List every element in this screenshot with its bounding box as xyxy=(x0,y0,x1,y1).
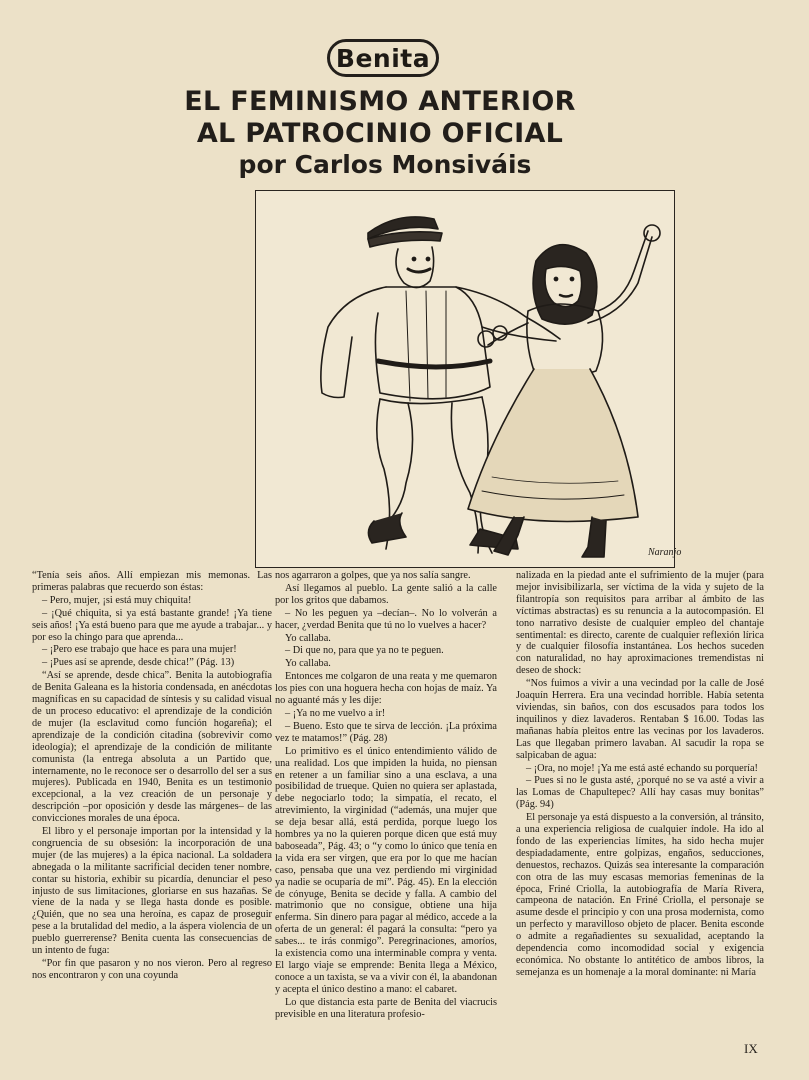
paragraph: – ¡Ora, no moje! ¡Ya me está asté echando su porquería! xyxy=(526,762,758,774)
page-number: IX xyxy=(744,1041,758,1056)
paragraph: – Pues si no le gusta asté, ¿porqué no se va asté a vivir a las Lomas de Chapultepec? Allí hay casas muy bonitas” (Pág. 94) xyxy=(516,775,764,811)
paragraph: – ¡Pero ese trabajo que hace es para una mujer! xyxy=(42,644,237,656)
paragraph: “Por fin que pasaron y no nos vieron. Pero al regreso nos encontraron y con una coyunda xyxy=(32,958,272,981)
paragraph: “Tenía seis años. Allí empiezan mis memonas. Las primeras palabras que recuerdo son éstas: xyxy=(32,570,272,593)
paragraph: Entonces me colgaron de una reata y me quemaron los pies con una hoguera hecha con hojas de maíz. Ya no aguanté más y les dije: xyxy=(275,671,497,707)
paragraph: El libro y el personaje importan por la intensidad y la congruencia de su obsesión: la incorporación de una mujer (de las mujeres) a la épica nacional. La soldadera abnegada o la militante sacrificial deciden tener nombre, contar su historia, exhibir su picardía, denunciar el peso injusto de sus limitaciones, gloriarse en sus hazañas. Se viene de la nada y se llega hasta donde es posible. ¿Quién, que no sea una heroína, es capaz de proseguir pese a la brutalidad del medio, a la áspera violencia de un pueblo guerrerense? Benita cuenta las consecuencias de un intento de fuga: xyxy=(32,826,272,957)
paragraph: “Así se aprende, desde chica”. Benita la autobiografía de Benita Galeana es la historia condensada, en anécdotas magníficas en su capacidad de síntesis y su calidad visual de un proceso educativo: el aprendizaje de la condición de mujer (la esclavitud como función hogareña); el aprendizaje de la condición citadina (sobrevivir como ideología); el aprendizaje de la condición de militante comunista (la entrega absoluta a un Partido que, internamente, no le reconoce ser o desarrollo del ser a sus mujeres). Publicada en 1940, Benita es un testimonio excepcional, a la vez creación de un personaje y descripción –por oposición y desde las márgenes– de las convicciones morales de una época. xyxy=(32,670,272,825)
paragraph: Yo callaba. xyxy=(285,658,331,670)
paragraph: nos agarraron a golpes, que ya nos salía sangre. xyxy=(275,570,471,581)
paragraph: – Pero, mujer, ¡si está muy chiquita! xyxy=(42,594,192,606)
headline-line-2: AL PATROCINIO OFICIAL xyxy=(196,118,564,149)
paragraph: – ¡Pues así se aprende, desde chica!” (Pág. 13) xyxy=(42,657,235,669)
paragraph: Así llegamos al pueblo. La gente salió a la calle por los gritos que dabamos. xyxy=(275,582,497,606)
text-column-1 xyxy=(32,570,272,983)
paragraph: “Nos fuimos a vivir a una vecindad por la calle de José Joaquín Herrera. Era una vecindad horrible. Había setenta viviendas, sin baños, con dos escusados para todos los inquilinos y diez lavaderos. Rentaban $ 16.00. Todas las mañanas había pleitos entre las vecinas por los lavaderos. Las que llegaban primero lavaban. Al sacudir la ropa se salpicaban de agua: xyxy=(516,678,764,761)
text-column-3 xyxy=(516,570,764,980)
paragraph: – Bueno. Esto que te sirva de lección. ¡La próxima vez te matamos!” (Pág. 28) xyxy=(275,720,497,744)
paragraph: – ¡Ya no me vuelvo a ir! xyxy=(285,707,386,719)
text-column-2 xyxy=(275,570,497,1022)
paragraph: – Di que no, para que ya no te peguen. xyxy=(285,645,444,657)
paragraph: nalizada en la piedad ante el sufrimiento de la mujer (para mejor invisibilizarla, ser víctima de la vida y sujeto de la filantropía son requisitos para arribar al ámbito de las víctimas abstractas) es su renuncia a la autocompasión. El tono narrativo desiste de cualquier empleo del chantaje sentimental: es directo, carente de cualquier reflexión lírica y de cualquier filosofía instantánea. Los hechos suceden con naturalidad, no hay aproximaciones tremendistas ni deseo de shock: xyxy=(516,570,764,677)
headline-line-1: EL FEMINISMO ANTERIOR xyxy=(184,86,576,117)
illustrator-signature: Naranjo xyxy=(648,547,682,558)
paragraph: El personaje ya está dispuesto a la conversión, al tránsito, a una experiencia religiosa de cualquier índole. Ha ido al fondo de las experiencias límites, ha sido hecha mujer despiadadamente, entre golpizas, engaños, seducciones, denuestos, rechazos. Quizás sea interesante la comparación con otra de las muy escasas memorias femeninas de la época, Friné Criolla, la autobiografía de María Rivera, campeona de natación. En Friné Criolla, el personaje se asume desde el principio y con una prosa modernista, como un perfecto y maravilloso objeto de placer. Benita esconde o admite a regañadientes su sexualidad, aceptando la dependencia como incomodidad social y exigencia económica. No obstante lo antitético de ambos libros, la semejanza es un homenaje a la moral dominante: ni María xyxy=(516,812,764,978)
illustration-couple xyxy=(255,190,682,568)
section-badge: Benita xyxy=(327,39,439,77)
paragraph: – No les peguen ya –decían–. No lo volverán a hacer, ¿verdad Benita que tú no lo vuelves a hacer? xyxy=(275,607,497,631)
illustration-drawing xyxy=(256,191,682,569)
paragraph: – ¡Qué chiquita, si ya está bastante grande! ¡Ya tiene seis años! ¡Ya está bueno para que me ayude a trabajar... y por eso la chingo para que aprenda... xyxy=(32,607,272,643)
paragraph: Lo que distancia esta parte de Benita del viacrucis previsible en una literatura profesio- xyxy=(275,996,497,1020)
byline: por Carlos Monsiváis xyxy=(238,150,532,179)
paragraph: Yo callaba. xyxy=(285,632,331,644)
paragraph: Lo primitivo es el único entendimiento válido de una realidad. Los que impiden la huida, no piensan en retener a un familiar sino a una esclava, a una posibilidad de trueque. Quien no quiera ser aplastada, debe negociarlo todo; la simpatía, el recato, el atrevimiento, la virginidad (“además, una mujer que se deja besar allá, está perdida, porque luego los hombres ya no la quieren porque dicen que está muy baboseada”, Pág. 43; o “y como lo único que tenía en la vida era ser virgen, que era por lo que me hacían caso, pensaba que una vez perdiendo mi virginidad ya nadie se ocuparía de mí”. Pág. 45). En la elección de cónyuge, Benita se decide y falla. A cambio del matrimonio que no consigue, obtiene una hija enferma. Sin dinero para pagar al médico, accede a la oferta de un general: él pagará la consulta: “pero ya sabes... te irás conmigo”. Peregrinaciones, amoríos, la existencia como una interminable compra y venta. El largo viaje se emprende: Benita llega a México, conoce a un taxista, se va a vivir con él, la abandonan y acepta el único destino a mano: el cabaret. xyxy=(275,745,497,995)
